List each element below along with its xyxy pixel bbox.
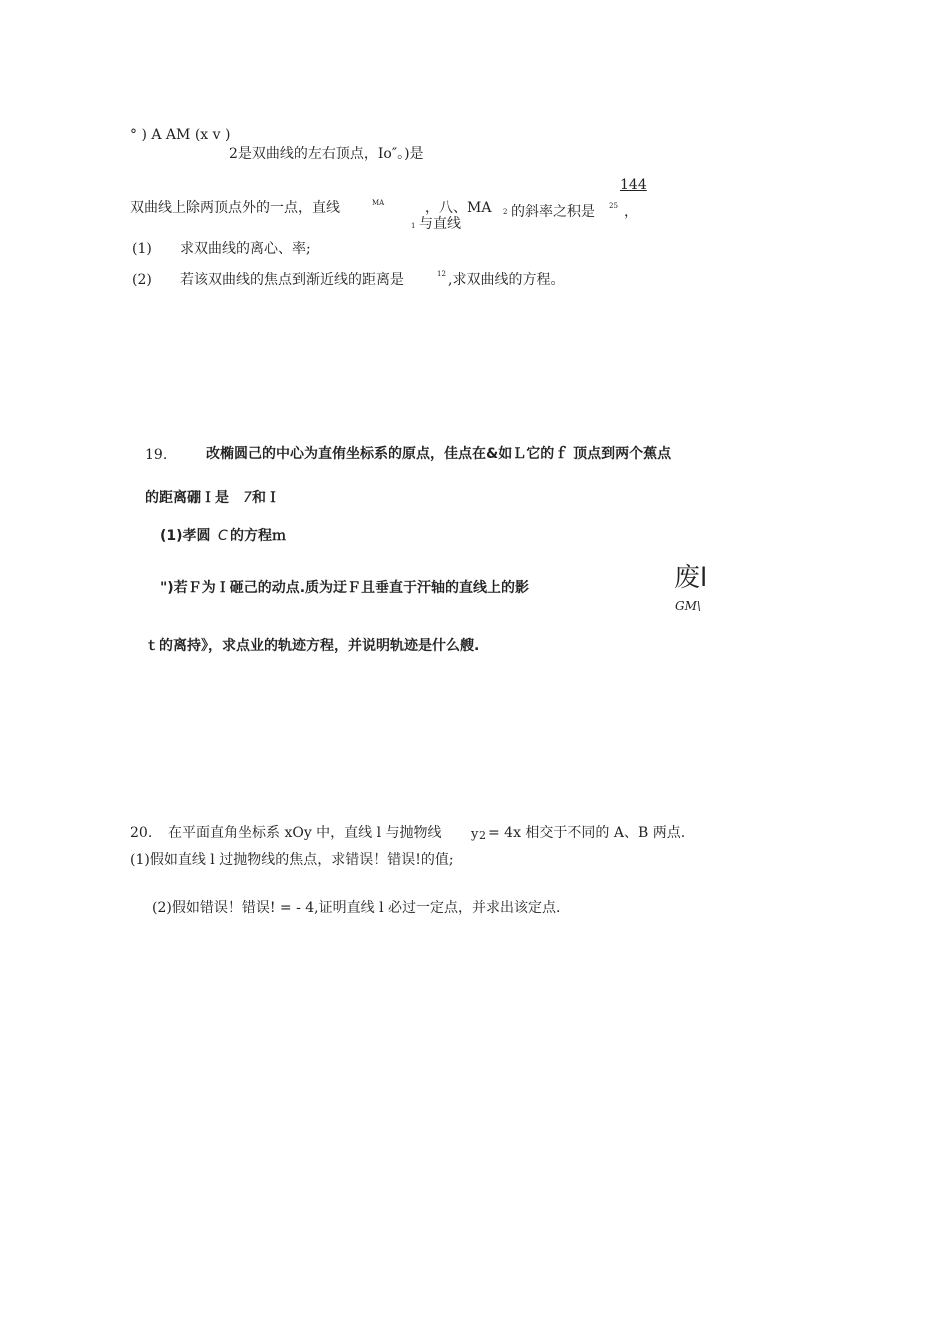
q18-line3-e: ， bbox=[624, 204, 638, 220]
q18-part1-text: 求双曲线的离心、率; bbox=[180, 241, 311, 257]
q20-line1-a: 在平面直角坐标系 xOy 中，直线 l 与抛物线 bbox=[168, 825, 442, 841]
q19-part2: ")若Ｆ为Ｉ砸己的动点.质为迂Ｆ且垂直于汗轴的直线上的影 bbox=[160, 580, 530, 596]
q18-line3-sup: MA bbox=[372, 199, 385, 207]
q18-line3-a: 双曲线上除两顶点外的一点，直线 bbox=[130, 200, 340, 216]
q19-part1-a: (1)孝圆 bbox=[160, 528, 211, 544]
q19-number: 19. bbox=[145, 447, 168, 463]
q18-line1: ° ) A AM (x v ) bbox=[130, 127, 231, 143]
q18-line3-b: ，八、MA bbox=[425, 200, 492, 216]
q18-part2-text-a: 若该双曲线的焦点到渐近线的距离是 bbox=[180, 272, 404, 288]
q18-line3-sup2: 25 bbox=[609, 202, 618, 210]
q19-part1-b: C bbox=[218, 528, 228, 544]
q18-line3-d: 的斜率之积是 bbox=[511, 204, 595, 220]
q18-line3-sub1: 1 bbox=[411, 222, 416, 230]
q20-part2: (2)假如错误！错误! = - 4,证明直线 l 必过一定点，并求出该定点. bbox=[152, 900, 561, 916]
q20-part1: (1)假如直线 l 过抛物线的焦点，求错误！错误!的值; bbox=[130, 852, 454, 868]
q20-line1-sub: 2 bbox=[479, 829, 486, 842]
q20-line1-y: y bbox=[471, 827, 479, 842]
q19-line1: 改椭圆己的中心为直侑坐标系的原点，佳点在&如Ｌ它的ｆ 顶点到两个蕉点 bbox=[206, 446, 672, 462]
q18-part2-number: (2) bbox=[132, 272, 152, 288]
q19-part1-c: 的方程ｍ bbox=[230, 528, 286, 544]
q18-part2-text-b: ,求双曲线的方程。 bbox=[448, 272, 565, 288]
q18-line2: 2是双曲线的左右顶点，Io″。)是 bbox=[229, 146, 424, 162]
q19-side-label: GM\ bbox=[675, 599, 701, 613]
q18-part2-sup: 12 bbox=[437, 270, 446, 278]
q19-line2-c: 和Ｉ bbox=[252, 490, 280, 506]
q19-line2-a: 的距离硼Ｉ是 bbox=[145, 490, 229, 506]
q19-line2-b: 7 bbox=[243, 490, 252, 506]
q20-number: 20. bbox=[130, 825, 153, 841]
q18-line3-sub2: 2 bbox=[503, 208, 508, 216]
q18-fraction-numerator: 144 bbox=[620, 177, 647, 193]
q19-part3: ｔ的离持》，求点业的轨迹方程，并说明轨迹是什么艘. bbox=[145, 638, 480, 654]
q18-line3-c: 与直线 bbox=[419, 216, 461, 232]
q18-part1-number: (1) bbox=[132, 241, 152, 257]
q19-side-glyph: 废l bbox=[674, 563, 708, 593]
q20-line1-b: = 4x 相交于不同的 A、B 两点. bbox=[488, 825, 686, 841]
